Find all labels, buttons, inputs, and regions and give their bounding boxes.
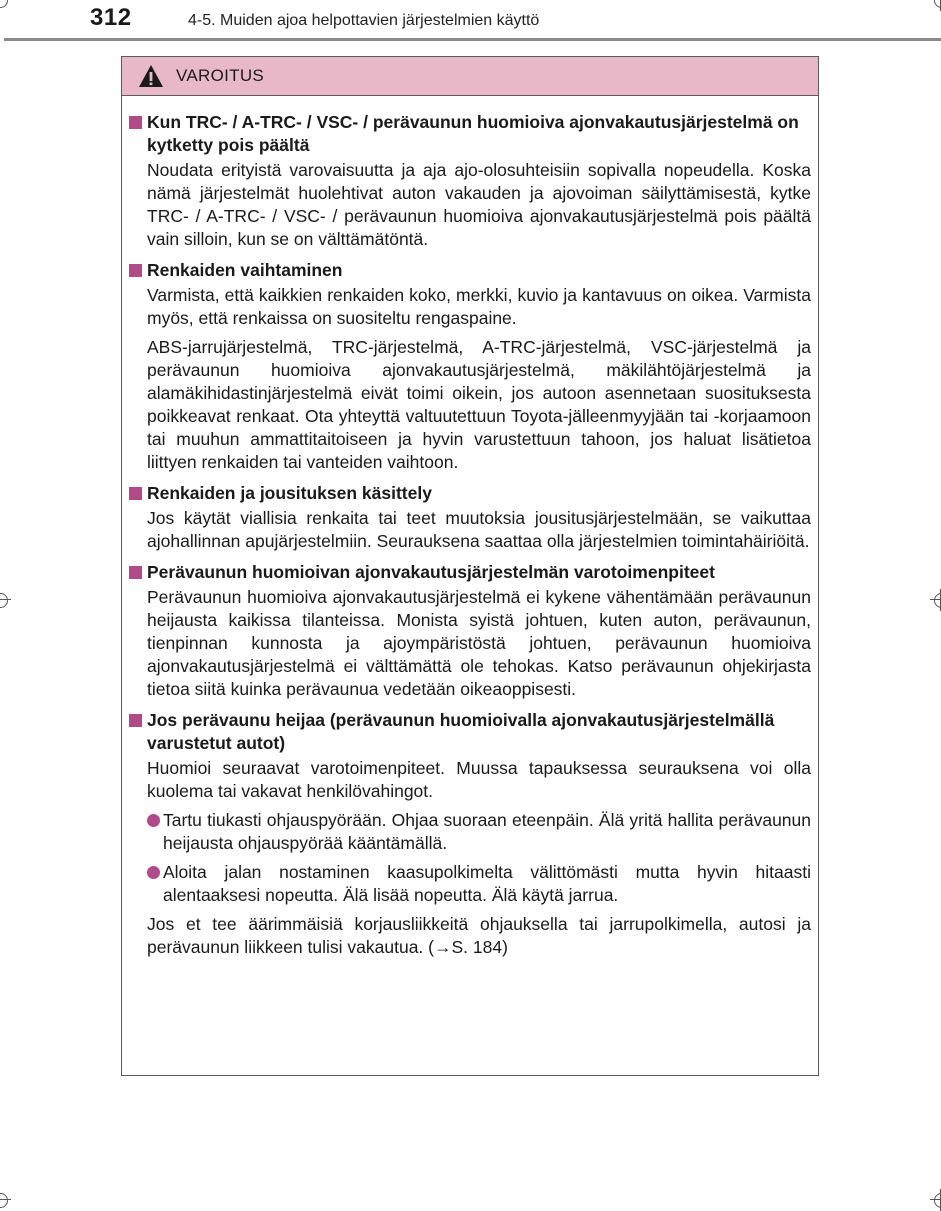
warning-box xyxy=(121,56,819,1076)
list-item: Tartu tiukasti ohjauspyörään. Ohjaa suoraan eteenpäin. Älä yritä hallita perävaunun heijausta ohjauspyörää kääntämällä. xyxy=(129,809,811,855)
section-heading: Kun TRC- / A-TRC- / VSC- / perävaunun huomioiva ajonvakautusjärjestelmä on kytketty pois päältä xyxy=(129,111,811,157)
warning-content xyxy=(129,111,811,967)
list-item: Aloita jalan nostaminen kaasupolkimelta välittömästi mutta hyvin hitaasti alentaaksesi nopeutta. Älä lisää nopeutta. Älä käytä jarrua. xyxy=(129,861,811,907)
section-heading: Jos perävaunu heijaa (perävaunun huomioivalla ajonvakautusjärjestelmällä varustetut autot) xyxy=(129,709,811,755)
square-bullet-icon xyxy=(129,264,142,277)
warning-label: VAROITUS xyxy=(176,66,265,85)
square-bullet-icon xyxy=(129,116,142,129)
warning-section-trailer-precautions xyxy=(129,561,811,701)
section-paragraph: ABS-jarrujärjestelmä, TRC-järjestelmä, A-TRC-järjestelmä, VSC-järjestelmä ja perävaunun huomioiva ajonvakautusjärjestelmä, mäkilähtöjärjestelmä ja alamäkihidastinjärjestelmä eivät toimi oikein, jos autoon asennetaan suosituksesta poikkeavat renkaat. Ota yhteyttä valtuutettuun Toyota-jälleenmyyjään tai -korjaamoon tai muuhun ammattitaitoiseen ja hyvin varustettuun tahoon, jos haluat lisätietoa liittyen renkaiden tai vanteiden vaihtoon. xyxy=(147,337,811,472)
section-paragraph: Jos et tee äärimmäisiä korjausliikkeitä ohjauksella tai jarrupolkimella, autosi ja perävaunun liikkeen tulisi vakautua. (→S. 184) xyxy=(147,914,811,957)
round-bullet-icon xyxy=(147,866,160,879)
section-heading: Renkaiden vaihtaminen xyxy=(129,259,811,282)
section-paragraph: Jos käytät viallisia renkaita tai teet muutoksia jousitusjärjestelmään, se vaikuttaa ajohallinnan apujärjestelmiin. Seurauksena saattaa olla järjestelmien toimintahäiriöitä. xyxy=(147,508,811,551)
section-paragraph: Huomioi seuraavat varotoimenpiteet. Muussa tapauksessa seurauksena voi olla kuolema tai vakavat henkilövahingot. xyxy=(147,758,811,801)
header-divider xyxy=(4,38,941,41)
registration-mark-mid-left xyxy=(0,589,11,611)
warning-triangle-icon xyxy=(138,64,164,88)
registration-mark-bottom-right xyxy=(930,1189,941,1211)
registration-mark-top-left xyxy=(0,0,11,11)
section-heading: Renkaiden ja jousituksen käsittely xyxy=(129,482,811,505)
warning-section-trailer-sway xyxy=(129,709,811,959)
page-number: 312 xyxy=(90,4,132,31)
section-paragraph: Varmista, että kaikkien renkaiden koko, merkki, kuvio ja kantavuus on oikea. Varmista myös, että renkaissa on suositeltu rengaspaine. xyxy=(147,285,811,328)
registration-mark-bottom-left xyxy=(0,1189,11,1211)
warning-section-tire-change xyxy=(129,259,811,474)
section-heading: Perävaunun huomioivan ajonvakautusjärjestelmän varotoimenpiteet xyxy=(129,561,811,584)
section-paragraph: Perävaunun huomioiva ajonvakautusjärjestelmä ei kykene vähentämään perävaunun heijausta kaikissa tilanteissa. Monista syistä johtuen, kuten auton, perävaunun, tienpinnan kunnosta ja ajoympäristöstä johtuen, perävaunun huomioiva ajonvakautusjärjestelmä ei välttämättä ole tehokas. Katso perävaunun ohjekirjasta tietoa siitä kuinka perävaunua vedetään oikeaoppisesti. xyxy=(147,587,811,699)
registration-mark-mid-right xyxy=(930,589,941,611)
warning-section-trc-off xyxy=(129,111,811,251)
square-bullet-icon xyxy=(129,566,142,579)
square-bullet-icon xyxy=(129,487,142,500)
round-bullet-icon xyxy=(147,814,160,827)
section-paragraph: Noudata erityistä varovaisuutta ja aja ajo-olosuhteisiin sopivalla nopeudella. Koska nämä järjestelmät huolehtivat auton vakauden ja ajovoiman säilyttämisestä, kytke TRC- / A-TRC- / VSC- / perävaunun huomioiva ajonvakautusjärjestelmä pois päältä vain silloin, kun se on välttämätöntä. xyxy=(147,160,811,249)
warning-section-tire-suspension xyxy=(129,482,811,553)
square-bullet-icon xyxy=(129,714,142,727)
warning-header xyxy=(122,57,818,96)
page-header xyxy=(90,4,937,38)
section-title: 4-5. Muiden ajoa helpottavien järjestelmien käyttö xyxy=(188,12,540,29)
